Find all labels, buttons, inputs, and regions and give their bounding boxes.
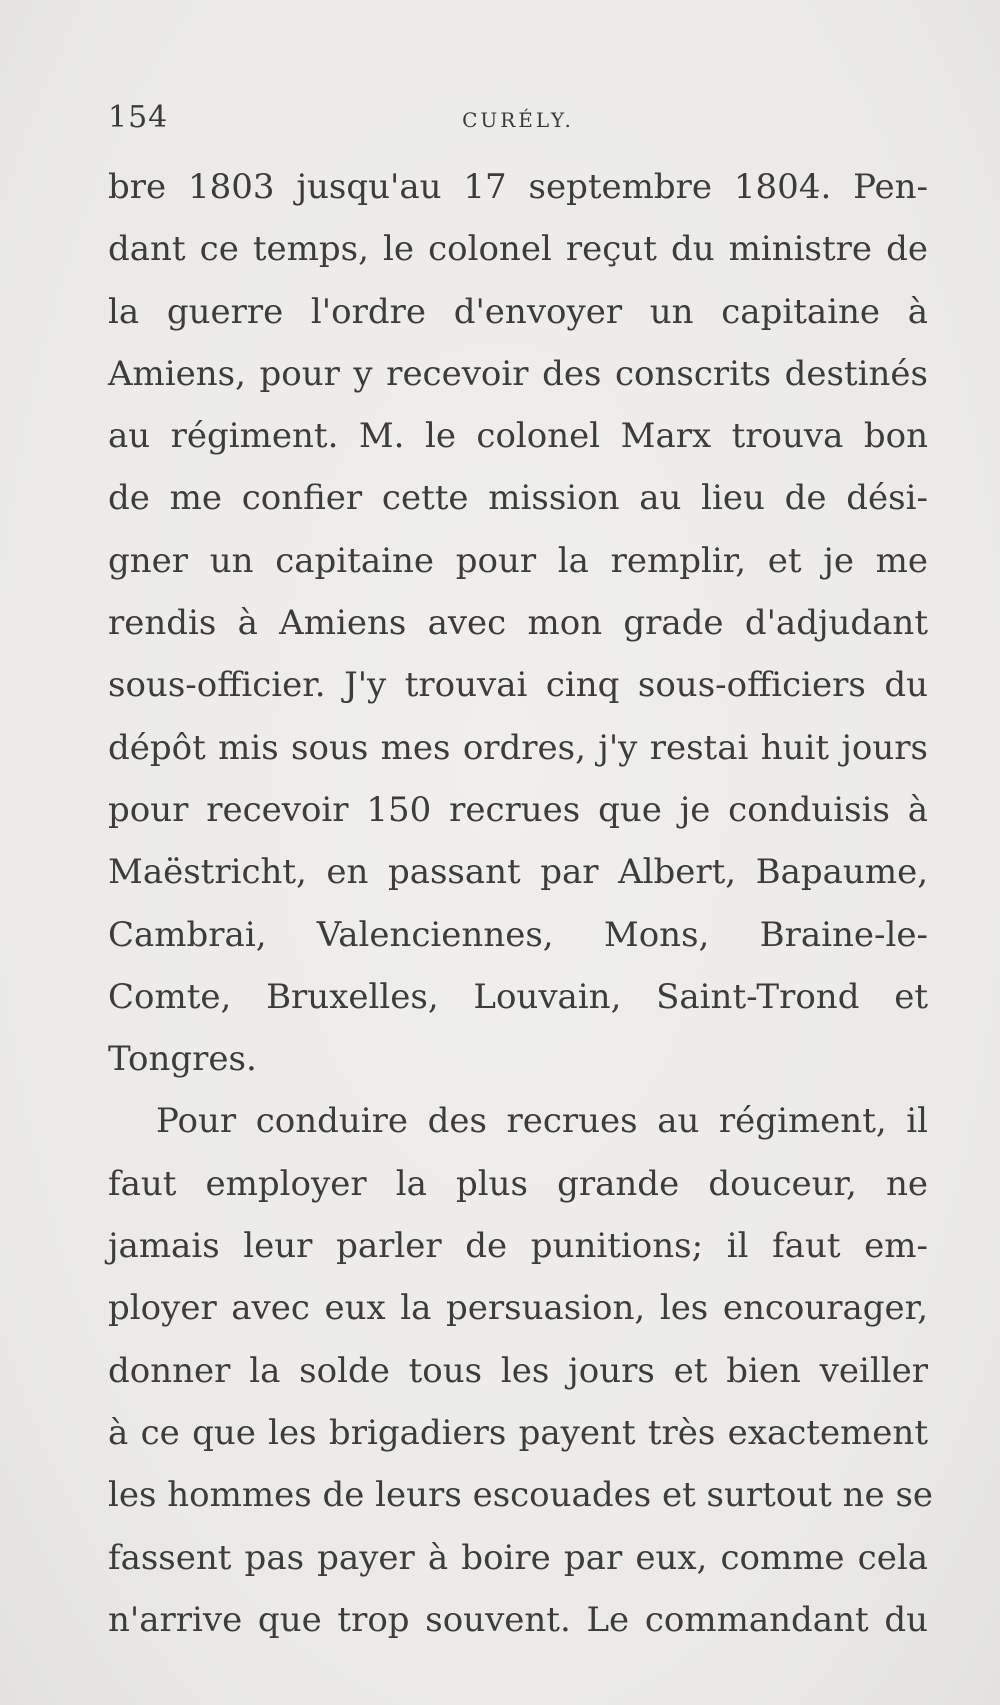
text-line: sous-officier. J'y trouvai cinq sous-officiers du <box>108 665 928 706</box>
text-line: donner la solde tous les jours et bien veiller <box>108 1350 928 1391</box>
text-line: à ce que les brigadiers payent très exactement <box>108 1412 928 1453</box>
text-line: de me confier cette mission au lieu de dési- <box>108 478 928 519</box>
text-line: Comte, Bruxelles, Louvain, Saint-Trond et <box>108 976 928 1017</box>
text-line: la guerre l'ordre d'envoyer un capitaine à <box>108 291 928 332</box>
text-line: Pour conduire des recrues au régiment, il <box>156 1101 928 1142</box>
text-line: pour recevoir 150 recrues que je conduisis à <box>108 789 928 830</box>
paragraph-2 <box>108 1090 934 1651</box>
text-line: dant ce temps, le colonel reçut du ministre de <box>108 229 928 270</box>
text-line: les hommes de leurs escouades et surtout ne se <box>108 1475 934 1516</box>
text-line: gner un capitaine pour la remplir, et je me <box>108 540 928 581</box>
page-number: 154 <box>108 100 169 135</box>
text-line: ployer avec eux la persuasion, les encourager, <box>108 1288 928 1329</box>
running-head: CURÉLY. <box>462 108 574 132</box>
text-line: bre 1803 jusqu'au 17 septembre 1804. Pen- <box>108 167 928 207</box>
text-line: Tongres. <box>108 1039 257 1080</box>
body-text <box>108 156 934 1651</box>
paragraph-1 <box>108 156 928 1090</box>
text-line: Amiens, pour y recevoir des conscrits destinés <box>108 353 928 394</box>
text-line: jamais leur parler de punitions; il faut em- <box>108 1226 928 1267</box>
text-line: rendis à Amiens avec mon grade d'adjudant <box>108 603 928 644</box>
text-line: dépôt mis sous mes ordres, j'y restai huit jours <box>108 727 928 768</box>
text-line: au régiment. M. le colonel Marx trouva bon <box>108 416 928 457</box>
text-line: n'arrive que trop souvent. Le commandant du <box>108 1599 928 1640</box>
page-header <box>108 100 928 140</box>
text-line: Maëstricht, en passant par Albert, Bapaume, <box>108 852 928 893</box>
text-line: faut employer la plus grande douceur, ne <box>108 1163 928 1204</box>
text-line: fassent pas payer à boire par eux, comme cela <box>108 1537 928 1578</box>
text-line: Cambrai, Valenciennes, Mons, Braine-le- <box>108 914 928 955</box>
